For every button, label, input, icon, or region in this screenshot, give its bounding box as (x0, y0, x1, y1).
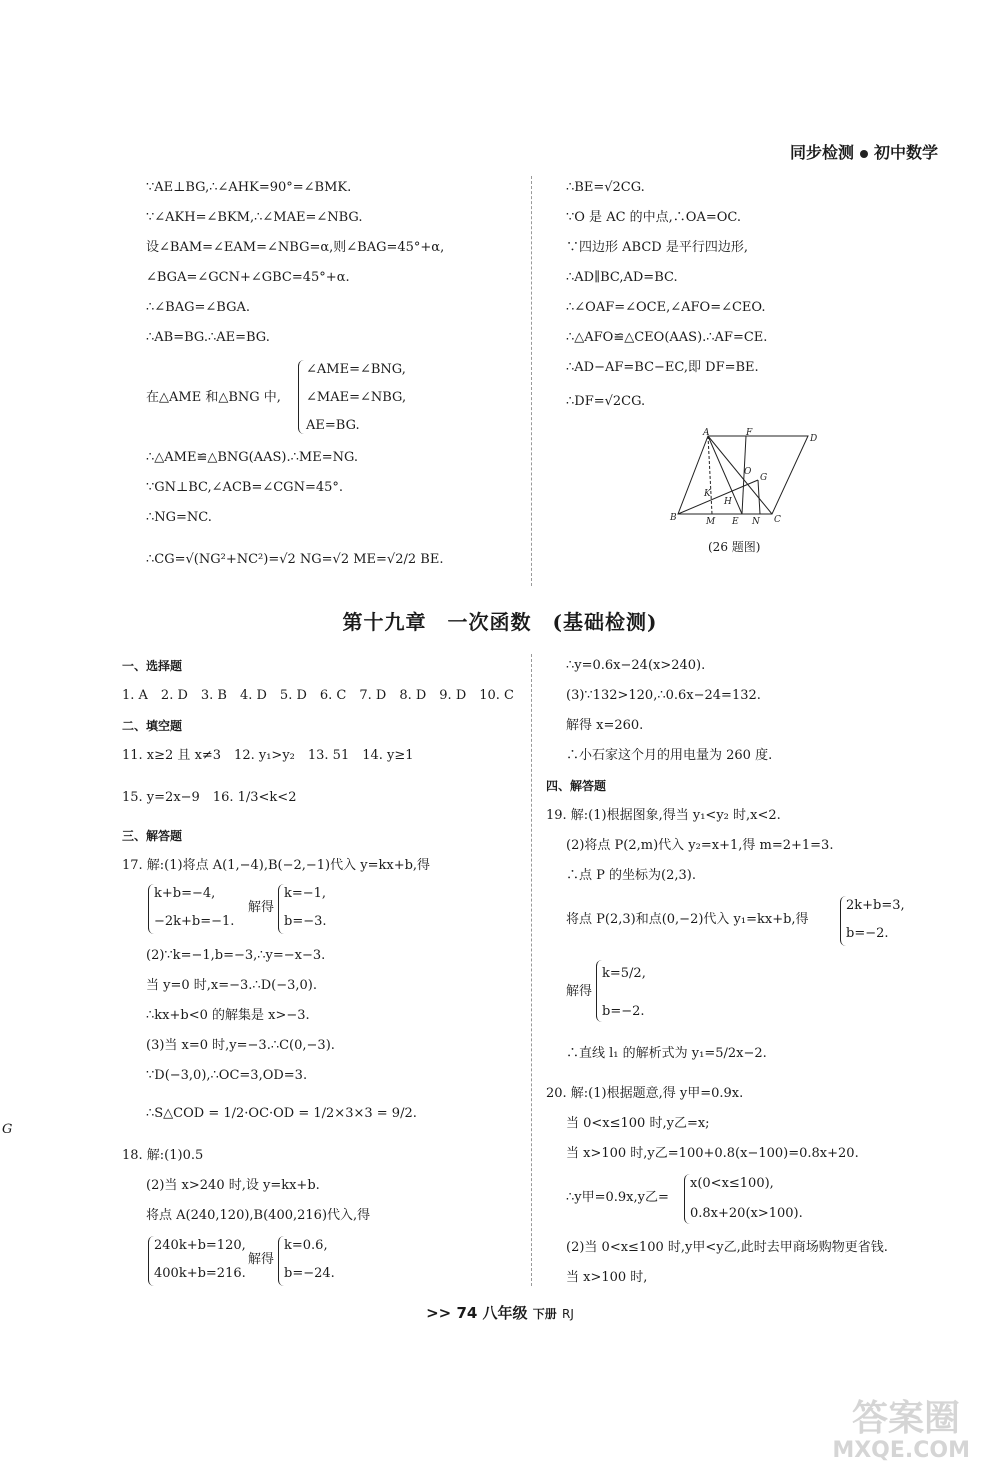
bullet-icon (860, 150, 868, 158)
label-H: H (724, 497, 732, 507)
system-line: b=−2. (602, 1004, 645, 1019)
label-A: A (703, 428, 710, 438)
system-line: k+b=−4, (154, 886, 216, 901)
answer-line: (2)∵k=−1,b=−3,∴y=−x−3. (146, 948, 326, 963)
proof-line: ∴DF=√2CG. (566, 394, 646, 409)
header-left: 同步检测 (789, 143, 854, 162)
system-line: 0.8x+20(x>100). (690, 1206, 803, 1221)
answer-line: ∴kx+b<0 的解集是 x>−3. (146, 1008, 310, 1023)
margin-mark: G (2, 1122, 13, 1137)
running-header (790, 140, 938, 163)
proof-line: ∴△AME≌△BNG(AAS).∴ME=NG. (146, 450, 359, 465)
solve-label: 解得 (248, 900, 275, 915)
answer-line: 15. y=2x−9 16. 1/3<k<2 (122, 790, 297, 805)
proof-line: ∴∠BAG=∠BGA. (146, 300, 250, 315)
answer-line: ∴y=0.6x−24(x>240). (566, 658, 706, 673)
proof-line: ∴BE=√2CG. (566, 180, 645, 195)
system-line: b=−2. (846, 926, 889, 941)
label-B: B (670, 513, 677, 523)
solve-label: 解得 (248, 1252, 275, 1267)
proof-line: ∴AB=BG.∴AE=BG. (146, 330, 270, 345)
answer-line: 17. 解:(1)将点 A(1,−4),B(−2,−1)代入 y=kx+b,得 (122, 858, 431, 873)
proof-line: ∵GN⊥BC,∠ACB=∠CGN=45°. (146, 480, 344, 495)
label-N: N (752, 517, 760, 527)
label-F: F (746, 428, 753, 438)
answer-line: 当 0<x≤100 时,y乙=x; (566, 1116, 710, 1131)
proof-line: ∵AE⊥BG,∴∠AHK=90°=∠BMK. (146, 180, 352, 195)
figure-caption: (26 题图) (708, 540, 761, 554)
proof-line: ∵∠AKH=∠BKM,∴∠MAE=∠NBG. (146, 210, 363, 225)
answer-line: 18. 解:(1)0.5 (122, 1148, 204, 1163)
header-right: 初中数学 (873, 143, 938, 162)
proof-line: ∴NG=NC. (146, 510, 212, 525)
system-line: AE=BG. (306, 418, 360, 433)
left-brace (298, 360, 305, 434)
proof-line: 在△AME 和△BNG 中, (146, 390, 281, 405)
section-heading: 三、解答题 (122, 829, 183, 843)
answer-line: 20. 解:(1)根据题意,得 y甲=0.9x. (546, 1086, 744, 1101)
label-G: G (760, 473, 768, 483)
system-line: −2k+b=−1. (154, 914, 235, 929)
label-E: E (732, 517, 739, 527)
column-divider-top (531, 176, 532, 586)
double-arrow-icon: >> (426, 1304, 452, 1322)
solve-label: 解得 (566, 984, 593, 999)
answer-line: (2)将点 P(2,m)代入 y₂=x+1,得 m=2+1=3. (566, 838, 834, 853)
proof-line: ∴∠OAF=∠OCE,∠AFO=∠CEO. (566, 300, 766, 315)
system-line: k=0.6, (284, 1238, 328, 1253)
answer-line: 解得 x=260. (566, 718, 644, 733)
proof-line: ∠BGA=∠GCN+∠GBC=45°+α. (146, 270, 350, 285)
answer-line: 将点 P(2,3)和点(0,−2)代入 y₁=kx+b,得 (566, 912, 809, 927)
page-number: 74 (456, 1304, 478, 1322)
system-line: ∠AME=∠BNG, (306, 362, 406, 377)
proof-line: 设∠BAM=∠EAM=∠NBG=α,则∠BAG=45°+α, (146, 240, 445, 255)
chapter-title: 第十九章 一次函数 (基础检测) (342, 610, 658, 634)
watermark-logo: 答案圈 (851, 1398, 960, 1439)
answer-line: ∵D(−3,0),∴OC=3,OD=3. (146, 1068, 308, 1083)
system-line: 400k+b=216. (154, 1266, 246, 1281)
answer-line: ∴小石家这个月的用电量为 260 度. (566, 748, 773, 763)
grade-label: 八年级 (482, 1304, 528, 1322)
answer-line: 当 x>100 时,y乙=100+0.8(x−100)=0.8x+20. (566, 1146, 859, 1161)
label-D: D (810, 434, 818, 444)
answer-line: (2)当 0<x≤100 时,y甲<y乙,此时去甲商场购物更省钱. (566, 1240, 888, 1255)
section-heading: 四、解答题 (546, 779, 607, 793)
column-divider-bottom (531, 654, 532, 1286)
section-heading: 一、选择题 (122, 659, 183, 673)
page-footer (0, 1302, 1000, 1323)
system-line: 240k+b=120, (154, 1238, 246, 1253)
answer-line: 当 y=0 时,x=−3.∴D(−3,0). (146, 978, 317, 993)
answer-line: ∴S△COD = 1/2·OC·OD = 1/2×3×3 = 9/2. (146, 1106, 417, 1121)
system-line: x(0<x≤100), (690, 1176, 774, 1191)
section-heading: 二、填空题 (122, 719, 183, 733)
proof-line: ∴△AFO≌△CEO(AAS).∴AF=CE. (566, 330, 768, 345)
answer-line: 当 x>100 时, (566, 1270, 648, 1285)
answer-line: 11. x≥2 且 x≠3 12. y₁>y₂ 13. 51 14. y≥1 (122, 748, 414, 763)
label-O: O (744, 467, 752, 477)
proof-line: ∴AD∥BC,AD=BC. (566, 270, 678, 285)
answer-line: (3)当 x=0 时,y=−3.∴C(0,−3). (146, 1038, 335, 1053)
answer-line: ∴直线 l₁ 的解析式为 y₁=5/2x−2. (566, 1046, 767, 1061)
label-K: K (704, 489, 711, 499)
answer-line: (2)当 x>240 时,设 y=kx+b. (146, 1178, 320, 1193)
parallelogram-figure (668, 428, 818, 528)
answer-line: 19. 解:(1)根据图象,得当 y₁<y₂ 时,x<2. (546, 808, 781, 823)
answer-line: 1. A 2. D 3. B 4. D 5. D 6. C 7. D 8. D 9. D 10. C (122, 688, 514, 703)
answer-line: ∴点 P 的坐标为(2,3). (566, 868, 696, 883)
system-line: k=−1, (284, 886, 327, 901)
system-line: ∠MAE=∠NBG, (306, 390, 407, 405)
answer-line: ∴y甲=0.9x,y乙= (566, 1190, 669, 1205)
system-line: b=−24. (284, 1266, 335, 1281)
answer-line: 将点 A(240,120),B(400,216)代入,得 (146, 1208, 371, 1223)
proof-line: ∴AD−AF=BC−EC,即 DF=BE. (566, 360, 759, 375)
volume-label: 下册 (532, 1307, 557, 1321)
label-C: C (774, 515, 781, 525)
answer-line: (3)∵132>120,∴0.6x−24=132. (566, 688, 761, 703)
edition-label: RJ (562, 1307, 574, 1321)
label-M: M (706, 517, 716, 527)
system-line: k=5/2, (602, 966, 646, 981)
system-line: b=−3. (284, 914, 327, 929)
system-line: 2k+b=3, (846, 898, 905, 913)
watermark-url: MXQE.COM (832, 1438, 970, 1463)
proof-line: ∵四边形 ABCD 是平行四边形, (566, 240, 748, 255)
proof-line: ∵O 是 AC 的中点,∴OA=OC. (566, 210, 742, 225)
proof-line: ∴CG=√(NG²+NC²)=√2 NG=√2 ME=√2/2 BE. (146, 552, 444, 567)
